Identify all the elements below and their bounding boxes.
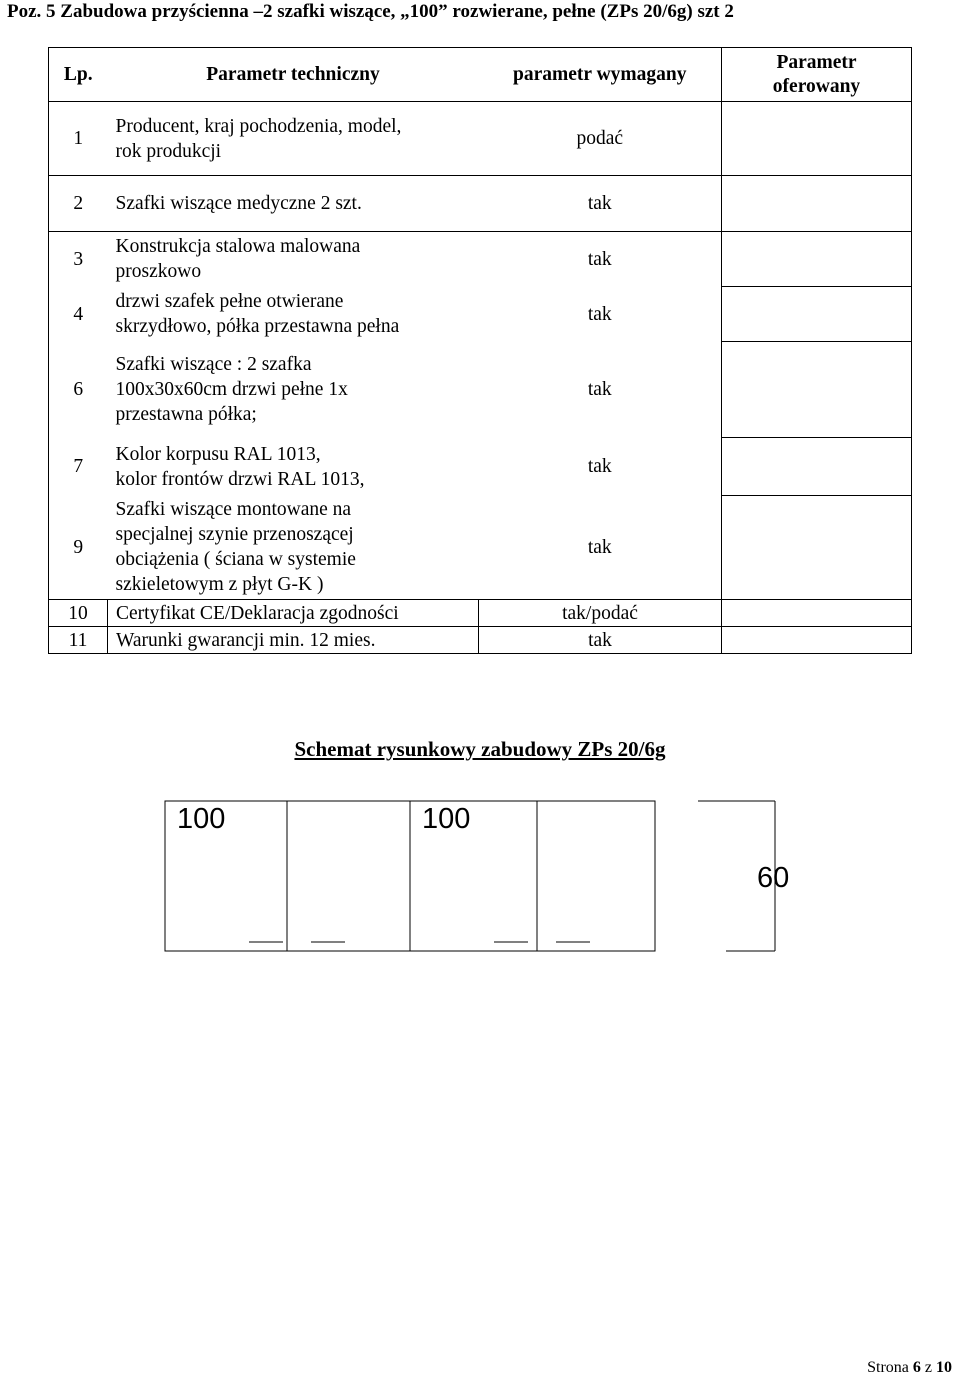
row-param (108, 176, 479, 232)
row-offered (722, 627, 912, 654)
table-row (49, 342, 912, 438)
row-offered (722, 342, 912, 438)
row-offered (722, 176, 912, 232)
table-row (49, 627, 912, 654)
footer-prefix: Strona (867, 1359, 913, 1376)
row-lp: 9 (49, 496, 108, 600)
row-lp: 11 (49, 627, 108, 654)
param-line: rok produkcji (115, 140, 222, 162)
row-lp: 4 (49, 287, 108, 342)
row-required: tak (479, 287, 722, 342)
row-offered (722, 102, 912, 176)
param-line: Konstrukcja stalowa malowana (115, 236, 361, 258)
row-offered (722, 496, 912, 600)
table-row (49, 102, 912, 176)
cabinet-schematic (0, 780, 960, 980)
header-offered (722, 48, 912, 102)
param-line: specjalnej szynie przenoszącej (115, 524, 354, 546)
table-header-row (49, 48, 912, 102)
row-param (108, 232, 479, 287)
page-footer (867, 1359, 952, 1377)
table-row (49, 176, 912, 232)
param-line: drzwi szafek pełne otwierane (115, 291, 344, 312)
row-lp: 10 (49, 600, 108, 627)
row-offered (722, 287, 912, 342)
row-required: tak (479, 438, 722, 496)
param-line: Szafki wiszące medyczne 2 szt. (115, 193, 362, 214)
param-line: przestawna półka; (115, 404, 257, 425)
document-heading: Poz. 5 Zabudowa przyścienna –2 szafki wiszące, „100” rozwierane, pełne (ZPs 20/6g) szt 2 (7, 1, 734, 22)
footer-middle: z (920, 1359, 936, 1376)
param-line: 100x30x60cm drzwi pełne 1x (115, 379, 348, 400)
row-offered (722, 232, 912, 287)
row-lp: 1 (49, 102, 108, 176)
row-param (108, 438, 479, 496)
row-param (108, 287, 479, 342)
param-line: szkieletowym z płyt G-K ) (115, 574, 324, 596)
header-lp: Lp. (49, 48, 108, 102)
row-required: tak (479, 496, 722, 600)
row-required: tak (479, 176, 722, 232)
row-param (108, 600, 479, 627)
table-row (49, 232, 912, 287)
header-offered-line2: oferowany (772, 75, 861, 97)
row-lp: 7 (49, 438, 108, 496)
footer-page: 6 (912, 1359, 921, 1376)
footer-total: 10 (936, 1359, 952, 1376)
param-line: obciążenia ( ściana w systemie (115, 549, 356, 571)
param-line: Warunki gwarancji min. 12 mies. (116, 629, 376, 651)
width-label-left: 100 (177, 803, 226, 835)
row-lp: 2 (49, 176, 108, 232)
spec-table (48, 47, 912, 654)
table-row (49, 600, 912, 627)
row-required: tak (479, 342, 722, 438)
height-label: 60 (757, 862, 790, 894)
row-lp: 6 (49, 342, 108, 438)
table-row (49, 438, 912, 496)
row-lp: 3 (49, 232, 108, 287)
row-offered (722, 600, 912, 627)
header-required: parametr wymagany (479, 48, 722, 102)
row-required: tak (479, 627, 722, 654)
header-offered-line1: Parametr (776, 51, 857, 73)
header-param: Parametr techniczny (108, 48, 479, 102)
schema-title: Schemat rysunkowy zabudowy ZPs 20/6g (294, 737, 666, 761)
table-row (49, 496, 912, 600)
row-required: tak/podać (479, 600, 722, 627)
row-param (108, 627, 479, 654)
param-line: Producent, kraj pochodzenia, model, (115, 115, 402, 137)
param-line: skrzydłowo, półka przestawna pełna (115, 316, 400, 337)
param-line: proszkowo (115, 261, 202, 283)
row-param (108, 342, 479, 438)
row-param (108, 496, 479, 600)
param-line: Szafki wiszące : 2 szafka (115, 354, 312, 375)
param-line: Kolor korpusu RAL 1013, (115, 443, 321, 465)
row-param (108, 102, 479, 176)
row-required: podać (479, 102, 722, 176)
param-line: kolor frontów drzwi RAL 1013, (115, 468, 365, 490)
width-label-right: 100 (422, 803, 471, 835)
row-required: tak (479, 232, 722, 287)
row-offered (722, 438, 912, 496)
table-row (49, 287, 912, 342)
param-line: Szafki wiszące montowane na (115, 499, 352, 521)
param-line: Certyfikat CE/Deklaracja zgodności (116, 602, 399, 624)
